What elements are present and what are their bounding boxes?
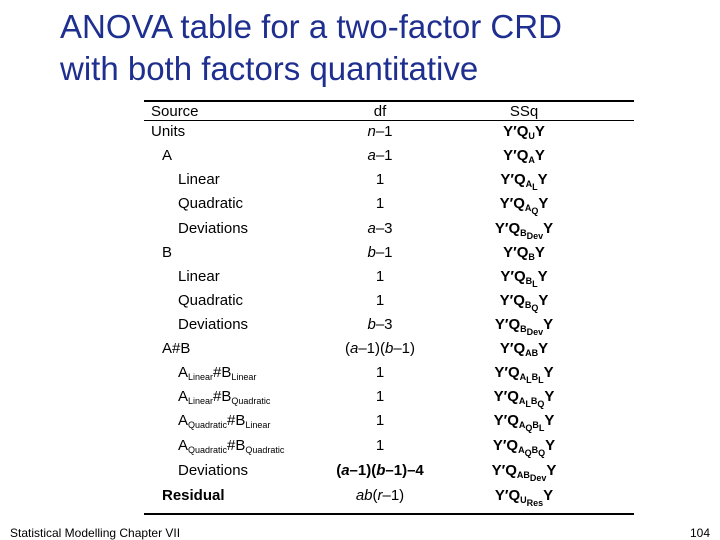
title-line-1: ANOVA table for a two-factor CRD <box>60 8 562 45</box>
header-df: df <box>373 103 387 120</box>
source-cell: Linear <box>178 171 220 188</box>
table-row <box>144 337 634 361</box>
source-cell: $A_{Linear}\#B_{Linear}$ <box>178 364 257 382</box>
df-cell: 1 <box>375 364 385 381</box>
df-cell: 1 <box>375 437 385 454</box>
table-row <box>144 144 634 168</box>
ssq-cell: $Y'Q_{B_Q}Y$ <box>499 292 549 313</box>
source-cell: Quadratic <box>178 292 244 309</box>
source-cell: Linear <box>178 268 220 285</box>
ssq-cell: $Y'Q_AY$ <box>503 147 545 165</box>
table-row <box>144 484 634 508</box>
source-cell: B <box>162 244 173 261</box>
source-cell: $A_{Quadratic}\#B_{Linear}$ <box>178 412 271 430</box>
df-cell: 1 <box>375 195 385 212</box>
df-cell: (a–1)(b–1)–4 <box>336 462 424 479</box>
source-cell: Deviations <box>178 316 249 333</box>
ssq-cell: $Y'Q_UY$ <box>503 123 545 141</box>
anova-table <box>144 100 634 514</box>
header-source: Source <box>151 103 199 120</box>
source-cell: A <box>162 147 173 164</box>
ssq-cell: $Y'Q_{A_QB_Q}Y$ <box>492 437 556 458</box>
table-row <box>144 385 634 409</box>
page-number: 104 <box>689 526 710 540</box>
table-row <box>144 434 634 458</box>
ssq-cell: $Y'Q_{AB_{Dev}}Y$ <box>491 462 557 483</box>
df-cell: ab(r–1) <box>355 487 405 504</box>
table-row <box>144 313 634 337</box>
df-cell: n–1 <box>367 123 393 140</box>
table-row <box>144 361 634 385</box>
df-cell: 1 <box>375 412 385 429</box>
df-cell: 1 <box>375 171 385 188</box>
ssq-cell: $Y'Q_{A_Q}Y$ <box>499 195 549 216</box>
source-cell: Units <box>151 123 186 140</box>
ssq-cell: $Y'Q_{U_{Res}}Y$ <box>494 487 554 508</box>
ssq-cell: $Y'Q_{B_{Dev}}Y$ <box>494 220 554 241</box>
table-row <box>144 120 634 144</box>
source-cell: $A_{Linear}\#B_{Quadratic}$ <box>178 388 271 406</box>
table-header-row <box>144 102 634 122</box>
ssq-cell: $Y'Q_{A_LB_Q}Y$ <box>493 388 555 409</box>
table-row <box>144 409 634 433</box>
table-row <box>144 168 634 192</box>
ssq-cell: $Y'Q_{B_{Dev}}Y$ <box>494 316 554 337</box>
df-cell: a–3 <box>367 220 393 237</box>
table-bottom-rule <box>144 513 634 515</box>
ssq-cell: $Y'Q_{A_L}Y$ <box>500 171 548 192</box>
slide-title <box>60 6 710 90</box>
table-row <box>144 265 634 289</box>
ssq-cell: $Y'Q_{A_QB_L}Y$ <box>493 412 555 433</box>
source-cell: Deviations <box>178 462 249 479</box>
df-cell: b–1 <box>367 244 393 261</box>
df-cell: (a–1)(b–1) <box>344 340 416 357</box>
table-row <box>144 192 634 216</box>
table-row <box>144 241 634 265</box>
df-cell: 1 <box>375 388 385 405</box>
source-cell: Quadratic <box>178 195 244 212</box>
ssq-cell: $Y'Q_BY$ <box>503 244 545 262</box>
footer-course: Statistical Modelling Chapter VII <box>10 526 181 540</box>
df-cell: b–3 <box>367 316 393 333</box>
ssq-cell: $Y'Q_{B_L}Y$ <box>500 268 548 289</box>
df-cell: 1 <box>375 268 385 285</box>
df-cell: 1 <box>375 292 385 309</box>
table-row <box>144 459 634 483</box>
ssq-cell: $Y'Q_{A_LB_L}Y$ <box>494 364 554 385</box>
ssq-cell: $Y'Q_{AB}Y$ <box>499 340 549 358</box>
source-cell: Deviations <box>178 220 249 237</box>
df-cell: a–1 <box>367 147 393 164</box>
table-row <box>144 217 634 241</box>
table-row <box>144 289 634 313</box>
source-cell: Residual <box>162 487 225 504</box>
source-cell: $A_{Quadratic}\#B_{Quadratic}$ <box>178 437 285 455</box>
source-cell: A#B <box>162 340 191 357</box>
title-line-2: with both factors quantitative <box>60 50 479 87</box>
header-ssq: SSq <box>509 103 539 120</box>
